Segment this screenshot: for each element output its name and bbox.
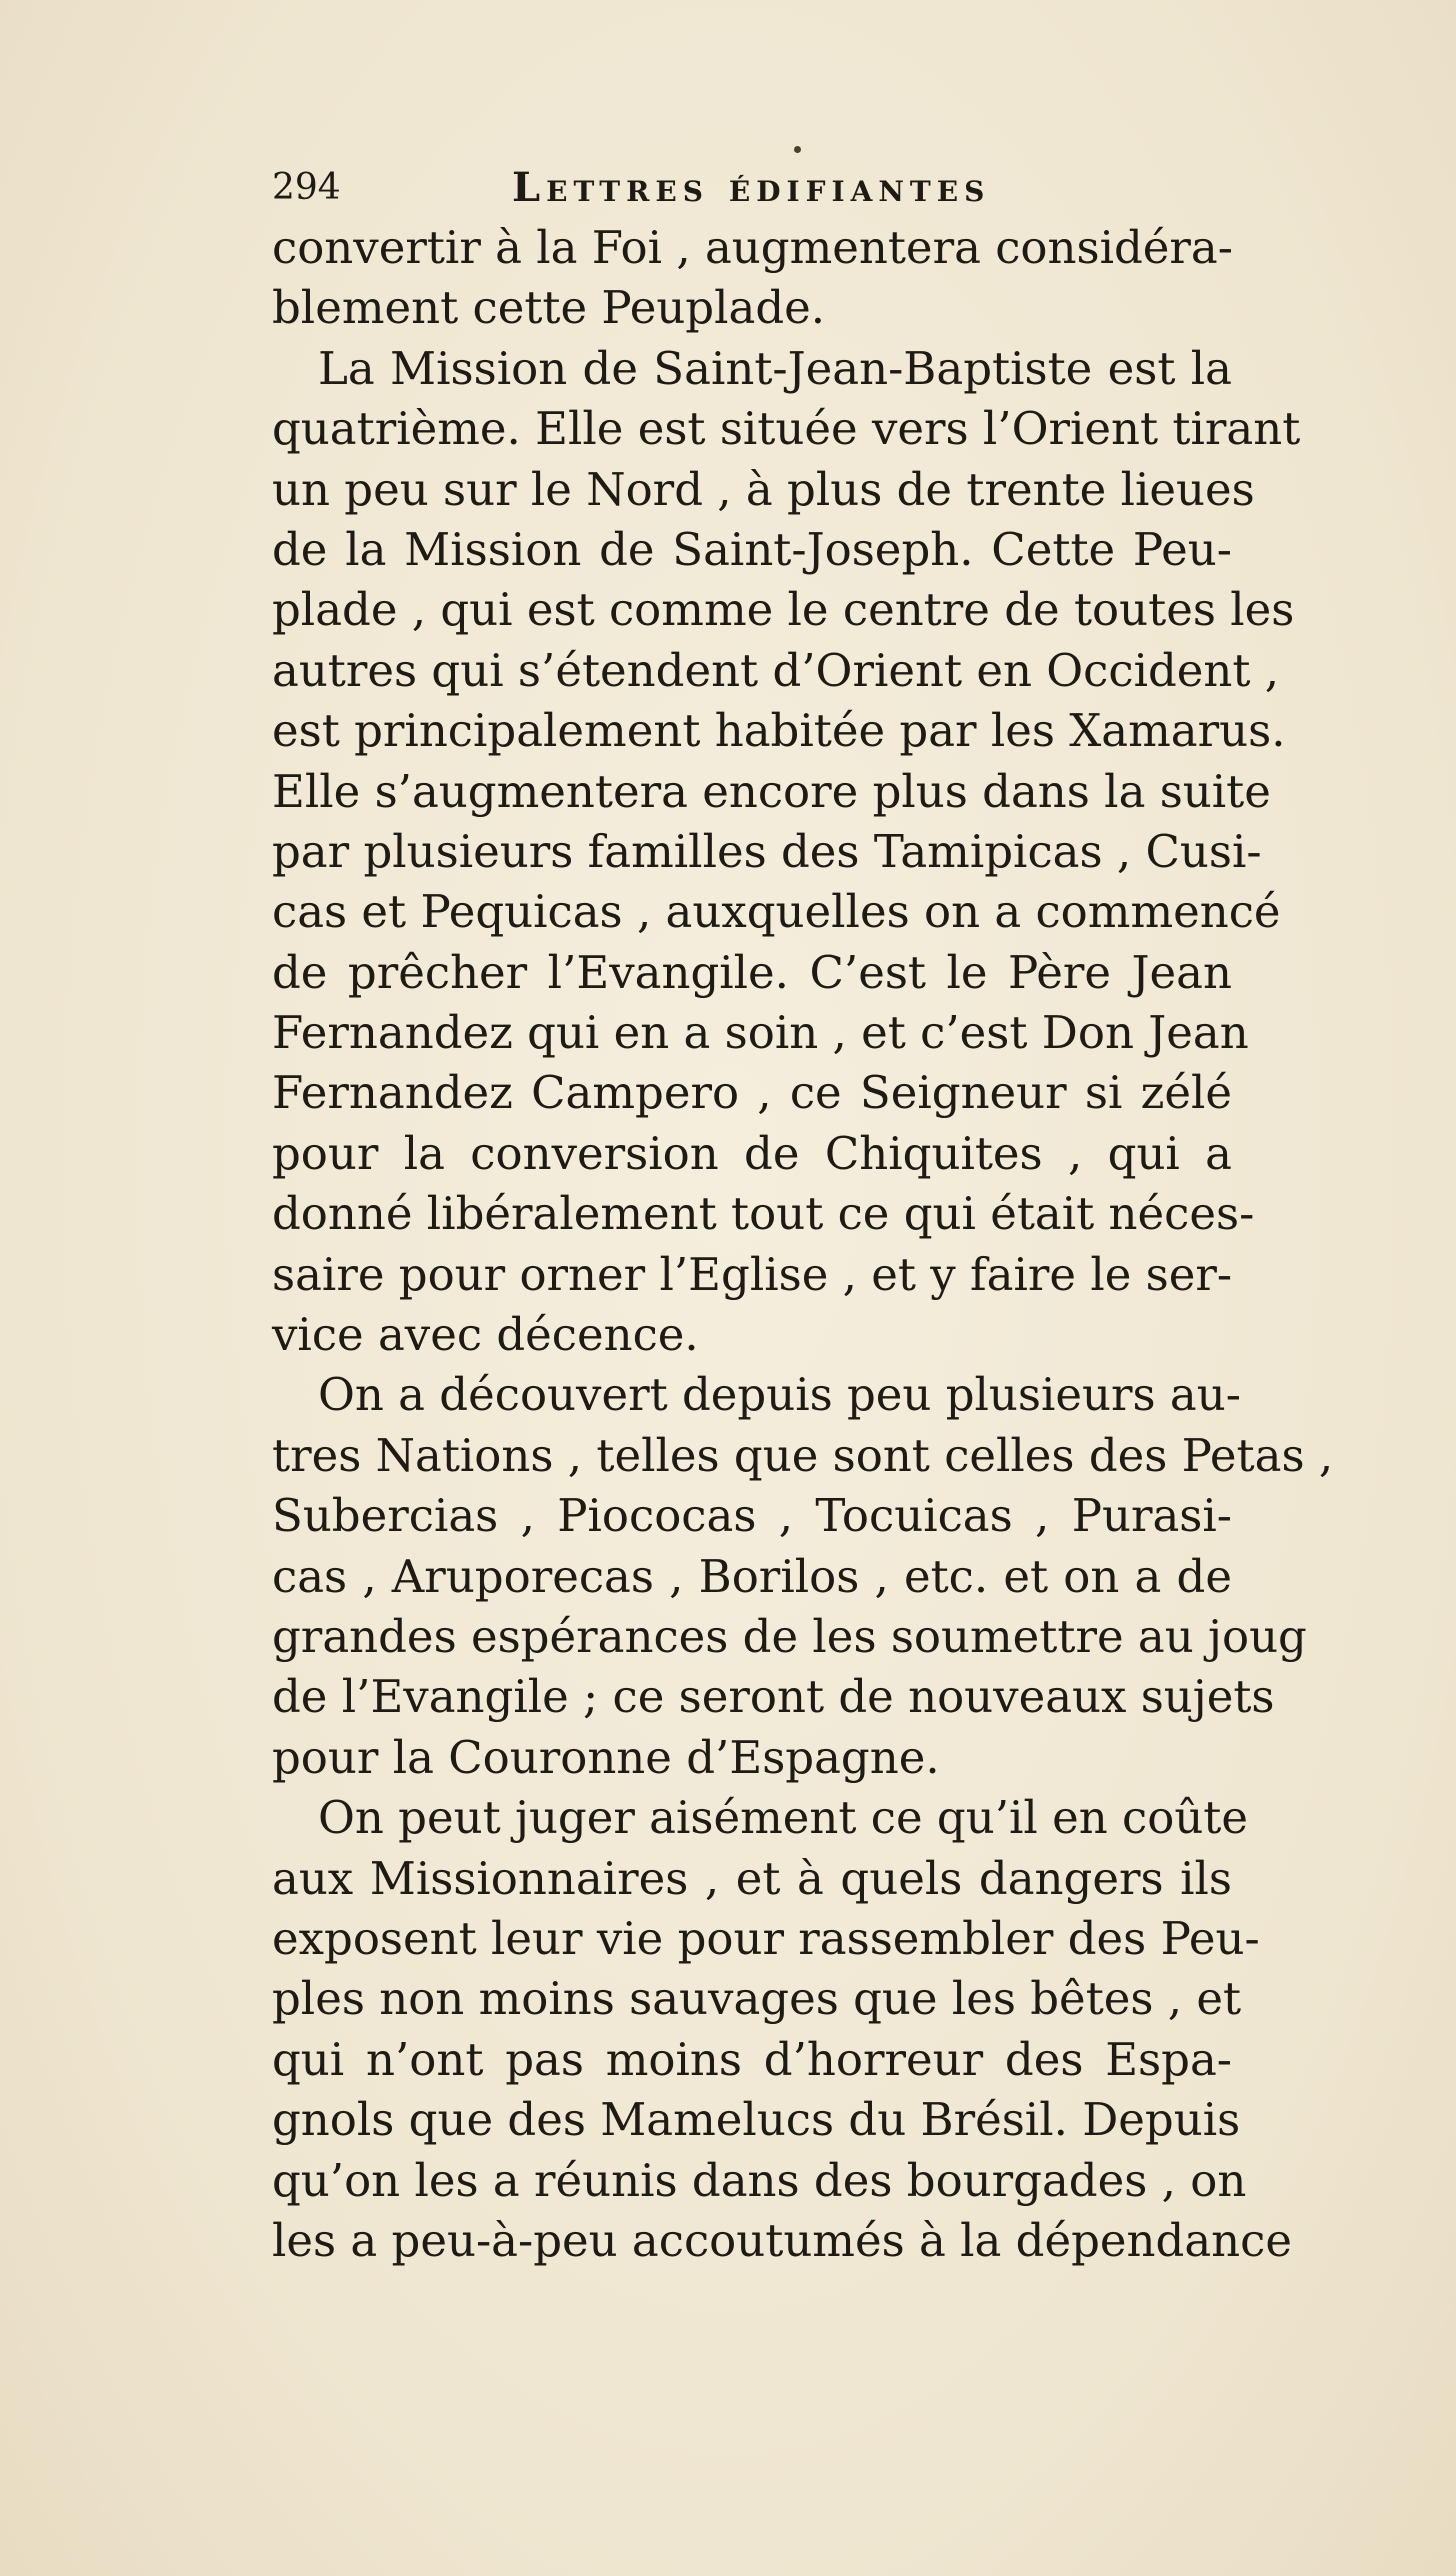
- text-line: La Mission de Saint-Jean-Baptiste est la: [318, 341, 1232, 395]
- text-line: blement cette Peuplade.: [272, 281, 826, 335]
- page-header: [272, 160, 1192, 216]
- text-line: de la Mission de Saint-Joseph. Cette Peu-: [272, 522, 1232, 576]
- text-line: de l’Evangile ; ce seront de nouveaux sujets: [272, 1670, 1275, 1724]
- text-line: Fernandez qui en a soin , et c’est Don Jean: [272, 1006, 1249, 1060]
- text-line: Elle s’augmentera encore plus dans la suite: [272, 764, 1271, 818]
- page-number: 294: [272, 167, 341, 208]
- text-line: On a découvert depuis peu plusieurs au-: [318, 1368, 1241, 1422]
- text-line: quatrième. Elle est située vers l’Orient tirant: [272, 402, 1301, 456]
- text-line: cas , Aruporecas , Borilos , etc. et on a de: [272, 1549, 1232, 1603]
- text-line: donné libéralement tout ce qui était néces-: [272, 1187, 1255, 1241]
- text-line: exposent leur vie pour rassembler des Peu-: [272, 1911, 1260, 1965]
- text-line: qui n’ont pas moins d’horreur des Espa-: [272, 2032, 1232, 2086]
- text-line: un peu sur le Nord , à plus de trente lieues: [272, 462, 1255, 516]
- text-line: les a peu-à-peu accoutumés à la dépendance: [272, 2213, 1292, 2267]
- text-line: saire pour orner l’Eglise , et y faire le ser-: [272, 1247, 1233, 1301]
- text-line: Fernandez Campero , ce Seigneur si zélé: [272, 1066, 1232, 1120]
- text-line: autres qui s’étendent d’Orient en Occident ,: [272, 643, 1280, 697]
- text-line: tres Nations , telles que sont celles des Petas ,: [272, 1428, 1334, 1482]
- text-line: cas et Pequicas , auxquelles on a commencé: [272, 885, 1281, 939]
- text-line: grandes espérances de les soumettre au joug: [272, 1609, 1307, 1663]
- text-line: vice avec décence.: [272, 1308, 699, 1362]
- text-body: [272, 218, 1334, 2271]
- running-title: Lettres édifiantes: [512, 164, 991, 211]
- text-line: par plusieurs familles des Tamipicas , Cusi-: [272, 824, 1262, 878]
- text-line: aux Missionnaires , et à quels dangers ils: [272, 1851, 1232, 1905]
- text-line: pour la Couronne d’Espagne.: [272, 1730, 940, 1784]
- text-line: convertir à la Foi , augmentera considéra-: [272, 221, 1233, 274]
- text-line: pour la conversion de Chiquites , qui a: [272, 1126, 1232, 1180]
- text-line: ples non moins sauvages que les bêtes , et: [272, 1972, 1242, 2026]
- ink-speck: [794, 146, 801, 153]
- text-line: de prêcher l’Evangile. C’est le Père Jean: [272, 945, 1232, 999]
- text-line: plade , qui est comme le centre de toutes les: [272, 583, 1295, 637]
- text-line: gnols que des Mamelucs du Brésil. Depuis: [272, 2093, 1241, 2147]
- text-line: Subercias , Piococas , Tocuicas , Purasi-: [272, 1489, 1232, 1543]
- text-line: est principalement habitée par les Xamarus.: [272, 704, 1286, 758]
- text-line: On peut juger aisément ce qu’il en coûte: [318, 1791, 1249, 1845]
- text-line: qu’on les a réunis dans des bourgades , on: [272, 2153, 1247, 2207]
